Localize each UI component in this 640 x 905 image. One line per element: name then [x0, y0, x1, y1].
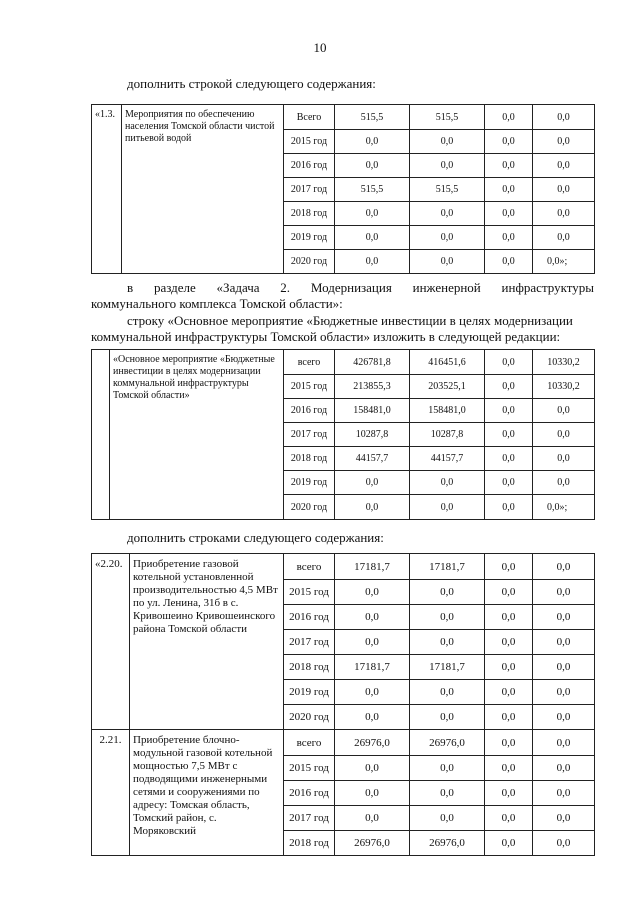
year-cell: всего: [284, 350, 335, 375]
item-number: 2.21.: [92, 730, 130, 856]
year-cell: 2015 год: [284, 756, 335, 781]
value-cell: 0,0: [533, 630, 595, 655]
year-cell: 2017 год: [284, 630, 335, 655]
value-cell: 0,0: [335, 130, 410, 154]
value-cell: 0,0: [485, 471, 533, 495]
value-cell: 0,0: [533, 730, 595, 756]
value-cell: 515,5: [335, 105, 410, 130]
value-cell: 0,0: [485, 580, 533, 605]
year-cell: 2016 год: [284, 154, 335, 178]
value-cell: 0,0: [533, 423, 595, 447]
value-cell: 0,0: [485, 705, 533, 730]
value-cell: 0,0: [335, 781, 410, 806]
year-cell: всего: [284, 554, 335, 580]
value-cell: 17181,7: [335, 655, 410, 680]
value-cell: 0,0: [485, 831, 533, 856]
year-cell: 2017 год: [284, 178, 335, 202]
value-cell: 0,0: [485, 350, 533, 375]
value-cell: 0,0: [485, 423, 533, 447]
value-cell: 0,0: [485, 554, 533, 580]
value-cell: 0,0: [533, 806, 595, 831]
value-cell: 44157,7: [335, 447, 410, 471]
year-cell: 2019 год: [284, 471, 335, 495]
value-cell: 0,0: [410, 605, 485, 630]
value-cell: 515,5: [410, 105, 485, 130]
year-cell: 2019 год: [284, 680, 335, 705]
year-cell: 2018 год: [284, 447, 335, 471]
year-cell: всего: [284, 730, 335, 756]
value-cell: 0,0: [485, 154, 533, 178]
year-cell: 2015 год: [284, 580, 335, 605]
item-description: Мероприятия по обеспечению населения Томской области чистой питьевой водой: [122, 105, 284, 274]
value-cell: 515,5: [335, 178, 410, 202]
value-cell: 0,0: [410, 630, 485, 655]
value-cell: 0,0: [485, 399, 533, 423]
value-cell: 416451,6: [410, 350, 485, 375]
value-cell: 515,5: [410, 178, 485, 202]
value-cell: 0,0: [485, 130, 533, 154]
value-cell: 0,0: [533, 154, 595, 178]
item-number: [92, 350, 110, 520]
value-cell: 0,0: [335, 680, 410, 705]
year-cell: 2015 год: [284, 130, 335, 154]
value-cell: 0,0: [485, 202, 533, 226]
value-cell: 213855,3: [335, 375, 410, 399]
value-cell: 0,0: [335, 495, 410, 520]
value-cell: 0,0: [533, 178, 595, 202]
value-cell: 0,0: [485, 781, 533, 806]
value-cell: 0,0: [335, 471, 410, 495]
value-cell: 0,0: [533, 471, 595, 495]
year-cell: 2018 год: [284, 655, 335, 680]
value-cell: 0,0: [533, 580, 595, 605]
value-cell: 0,0: [533, 202, 595, 226]
value-cell: 0,0: [410, 781, 485, 806]
value-cell: 0,0: [533, 554, 595, 580]
value-cell: 0,0: [335, 250, 410, 274]
value-cell: 0,0: [485, 655, 533, 680]
year-cell: 2016 год: [284, 781, 335, 806]
year-cell: 2018 год: [284, 831, 335, 856]
value-cell: 0,0: [485, 630, 533, 655]
value-cell: 0,0: [485, 730, 533, 756]
value-cell: 0,0: [485, 605, 533, 630]
value-cell: 0,0: [485, 680, 533, 705]
value-cell: 17181,7: [335, 554, 410, 580]
value-cell: 0,0: [533, 680, 595, 705]
value-cell: 0,0: [335, 756, 410, 781]
value-cell: 26976,0: [410, 730, 485, 756]
value-cell: 0,0: [410, 154, 485, 178]
item-description: Приобретение газовой котельной установленной производительностью 4,5 МВт по ул. Ленина, 31б в с. Кривошеино Кривошеинского района Томской области: [130, 554, 284, 730]
item-number: «2.20.: [92, 554, 130, 730]
value-cell: 0,0: [485, 105, 533, 130]
value-cell: 0,0: [485, 178, 533, 202]
table-main-measure: [91, 349, 595, 520]
value-cell: 10330,2: [533, 375, 595, 399]
value-cell: 17181,7: [410, 655, 485, 680]
value-cell: 0,0: [533, 226, 595, 250]
value-cell: 0,0: [335, 580, 410, 605]
value-cell: 0,0: [485, 756, 533, 781]
value-cell: 10287,8: [410, 423, 485, 447]
value-cell: 0,0: [410, 471, 485, 495]
item-description: «Основное мероприятие «Бюджетные инвестиции в целях модернизации коммунальной инфраструктуры Томской области»: [110, 350, 284, 520]
value-cell: 0,0: [410, 680, 485, 705]
value-cell: 0,0: [410, 250, 485, 274]
value-cell: 0,0: [533, 605, 595, 630]
value-cell: 0,0: [533, 655, 595, 680]
paragraph-section-task2-line1: в разделе «Задача 2. Модернизация инженерной инфраструктуры: [127, 280, 594, 295]
value-cell: 17181,7: [410, 554, 485, 580]
value-cell: 0,0»;: [533, 250, 595, 274]
value-cell: 0,0: [335, 705, 410, 730]
value-cell: 0,0: [485, 806, 533, 831]
value-cell: 0,0: [533, 756, 595, 781]
value-cell: 0,0: [335, 630, 410, 655]
value-cell: 158481,0: [410, 399, 485, 423]
year-cell: 2016 год: [284, 605, 335, 630]
value-cell: 426781,8: [335, 350, 410, 375]
value-cell: 0,0: [335, 154, 410, 178]
paragraph-add-row: дополнить строкой следующего содержания:: [127, 76, 376, 91]
value-cell: 0,0: [533, 105, 595, 130]
paragraph-replace-row-line1: строку «Основное мероприятие «Бюджетные инвестиции в целях модернизации: [127, 313, 573, 328]
year-cell: 2017 год: [284, 423, 335, 447]
value-cell: 0,0: [410, 705, 485, 730]
year-cell: 2018 год: [284, 202, 335, 226]
value-cell: 0,0: [485, 226, 533, 250]
value-cell: 158481,0: [335, 399, 410, 423]
value-cell: 0,0: [410, 130, 485, 154]
item-number: «1.3.: [92, 105, 122, 274]
value-cell: 0,0: [410, 756, 485, 781]
value-cell: 0,0: [533, 447, 595, 471]
table-new-items: [91, 553, 595, 856]
page-number: 10: [313, 40, 327, 55]
year-cell: 2020 год: [284, 705, 335, 730]
value-cell: 0,0: [410, 495, 485, 520]
value-cell: 10287,8: [335, 423, 410, 447]
paragraph-add-rows: дополнить строками следующего содержания:: [127, 530, 384, 545]
value-cell: 0,0: [335, 226, 410, 250]
year-cell: Всего: [284, 105, 335, 130]
year-cell: 2017 год: [284, 806, 335, 831]
year-cell: 2020 год: [284, 250, 335, 274]
value-cell: 0,0: [410, 202, 485, 226]
value-cell: 0,0: [533, 130, 595, 154]
value-cell: 0,0: [533, 831, 595, 856]
value-cell: 0,0: [410, 226, 485, 250]
year-cell: 2019 год: [284, 226, 335, 250]
value-cell: 0,0: [335, 605, 410, 630]
value-cell: 0,0: [485, 495, 533, 520]
value-cell: 0,0: [335, 202, 410, 226]
value-cell: 10330,2: [533, 350, 595, 375]
table-water-supply: [91, 104, 595, 274]
value-cell: 0,0: [533, 705, 595, 730]
value-cell: 44157,7: [410, 447, 485, 471]
value-cell: 26976,0: [335, 730, 410, 756]
item-description: Приобретение блочно-модульной газовой котельной мощностью 7,5 МВт с подводящими инженерными сетями и сооружениями по адресу: Томская область, Томский район, с. Моряковский: [130, 730, 284, 856]
year-cell: 2020 год: [284, 495, 335, 520]
value-cell: 0,0: [410, 580, 485, 605]
value-cell: 203525,1: [410, 375, 485, 399]
value-cell: 0,0»;: [533, 495, 595, 520]
year-cell: 2016 год: [284, 399, 335, 423]
value-cell: 0,0: [485, 250, 533, 274]
value-cell: 0,0: [485, 375, 533, 399]
paragraph-replace-row-line2: коммунальной инфраструктуры Томской области» изложить в следующей редакции:: [91, 329, 561, 344]
value-cell: 0,0: [335, 806, 410, 831]
value-cell: 0,0: [485, 447, 533, 471]
paragraph-section-task2-line2: коммунального комплекса Томской области»:: [91, 296, 343, 311]
value-cell: 26976,0: [335, 831, 410, 856]
value-cell: 26976,0: [410, 831, 485, 856]
value-cell: 0,0: [533, 781, 595, 806]
value-cell: 0,0: [410, 806, 485, 831]
year-cell: 2015 год: [284, 375, 335, 399]
value-cell: 0,0: [533, 399, 595, 423]
